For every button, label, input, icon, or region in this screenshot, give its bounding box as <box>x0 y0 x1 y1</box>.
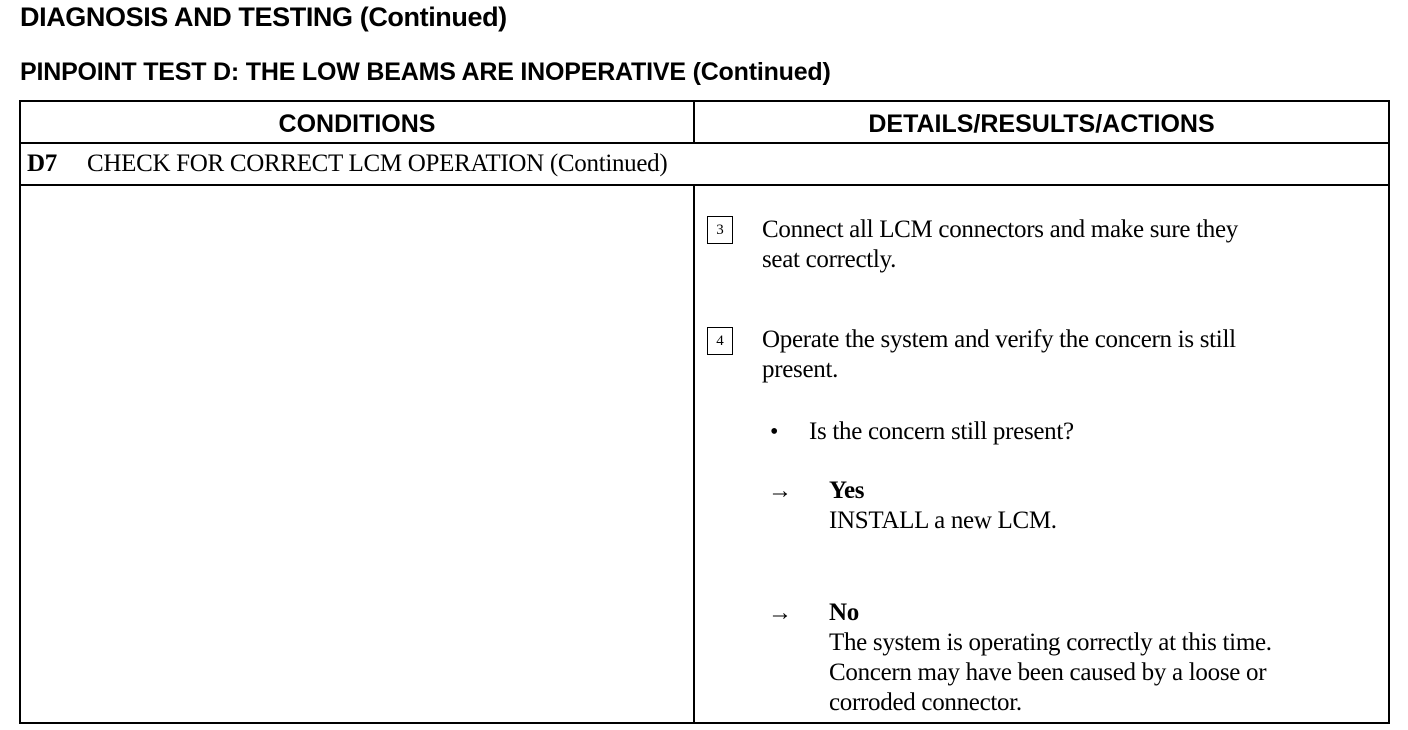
details-column-header: DETAILS/RESULTS/ACTIONS <box>868 110 1215 138</box>
step-heading <box>27 150 667 178</box>
step-3-text: Connect all LCM connectors and make sure they seat correctly. <box>762 216 1238 273</box>
arrow-right-icon: → <box>768 600 792 626</box>
step-title: CHECK FOR CORRECT LCM OPERATION (Continued) <box>86 150 668 177</box>
diagnostic-table <box>19 100 1390 724</box>
pinpoint-test-title: PINPOINT TEST D: THE LOW BEAMS ARE INOPERATIVE (Continued) <box>20 58 831 86</box>
arrow-right-icon: → <box>768 478 792 504</box>
header-divider <box>21 142 1388 144</box>
body-column-divider <box>693 184 695 722</box>
step-number-box: 3 <box>707 216 733 244</box>
bullet-icon: • <box>770 419 779 445</box>
result-label: No <box>829 599 859 626</box>
step-id: D7 <box>27 150 57 177</box>
conditions-column-header: CONDITIONS <box>278 110 436 138</box>
step-divider <box>21 184 1388 186</box>
question-text: Is the concern still present? <box>809 418 1074 445</box>
page-title: DIAGNOSIS AND TESTING (Continued) <box>20 2 507 32</box>
step-number-box: 4 <box>707 327 733 355</box>
result-label: Yes <box>829 477 865 504</box>
result-no: No The system is operating correctly at this time. Concern may have been caused by a loose or corroded connector. <box>829 599 1272 716</box>
step-4-text: Operate the system and verify the concern is still present. <box>762 326 1236 383</box>
result-yes: Yes INSTALL a new LCM. <box>829 477 1057 534</box>
